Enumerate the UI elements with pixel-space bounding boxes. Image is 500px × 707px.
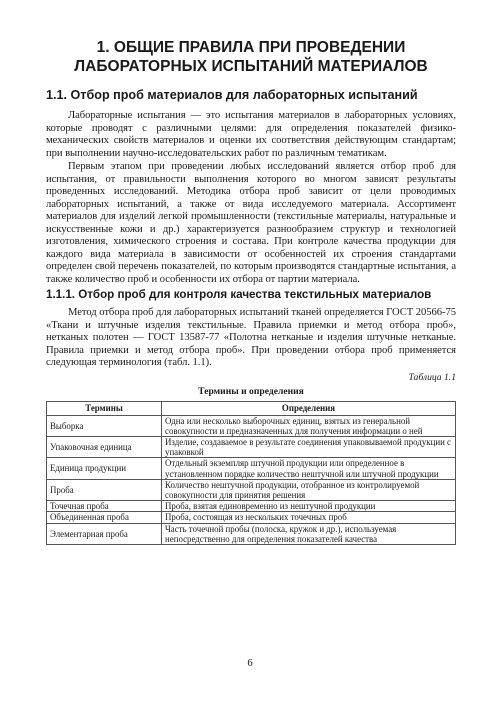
subsection-title: 1.1.1. Отбор проб для контроля качества текстильных материалов	[46, 288, 432, 301]
terms-table	[46, 401, 456, 545]
table-row	[47, 523, 456, 544]
term-cell: Проба	[47, 479, 162, 500]
table-row	[47, 415, 456, 436]
table-header-row	[47, 401, 456, 415]
term-cell: Элементарная проба	[47, 523, 162, 544]
chapter-title-line-2: ЛАБОРАТОРНЫХ ИСПЫТАНИЙ МАТЕРИАЛОВ	[74, 58, 428, 75]
definition-cell: Часть точечной пробы (полоска, кружок и др.), используемая непосредственно для определения показателей качества	[162, 523, 456, 544]
definition-cell: Одна или несколько выборочных единиц, взятых из генеральной совокупности и предназначенных для получения информации о ней	[162, 415, 456, 436]
term-cell: Объединенная проба	[47, 512, 162, 523]
definition-cell: Проба, взятая единовременно из нештучной продукции	[162, 501, 456, 512]
table-row	[47, 458, 456, 479]
page-number: 6	[247, 658, 253, 669]
section-title: 1.1. Отбор проб материалов для лабораторных испытаний	[46, 88, 418, 102]
chapter-title-line-1: 1. ОБЩИЕ ПРАВИЛА ПРИ ПРОВЕДЕНИИ	[96, 39, 406, 56]
table-row	[47, 512, 456, 523]
definition-cell: Отдельный экземпляр штучной продукции или определенное в установленном порядке количество нештучной или штучной продукции	[162, 458, 456, 479]
section-paragraph-1: Лабораторные испытания — это испытания материалов в лабораторных условиях, которые проводят с различными целями: для определения показателей физико-механических свойств материалов и оценки их соответствия действующим стандартам; при выполнении научно-исследовательских работ по различным тематикам.	[46, 110, 456, 159]
section-paragraph-2: Первым этапом при проведении любых исследований является отбор проб для испытания, от правильности выполнения которого во многом зависят результаты проведенных исследований. Методика отбора проб зависит от цели проводимых лабораторных испытаний, а также от вида исследуемого материала. Ассортимент материалов для изделий легкой промышленности (текстильные материалы, натуральные и искусственные кожи и др.) характеризуется разнообразием структур и технологией изготовления, химического строения и состава. При контроле качества продукции для каждого вида материала в зависимости от особенностей их строения стандартами определен свой перечень показателей, по которым производятся стандартные испытания, а также количество проб и особенности их отбора от партии материала.	[46, 161, 456, 285]
chapter-title	[46, 38, 456, 76]
header-terms: Термины	[47, 401, 162, 415]
term-cell: Упаковочная единица	[47, 436, 162, 457]
term-cell: Единица продукции	[47, 458, 162, 479]
table-label: Таблица 1.1	[408, 371, 456, 383]
table-row	[47, 436, 456, 457]
header-definitions: Определения	[162, 401, 456, 415]
table-row	[47, 479, 456, 500]
definition-cell: Изделие, создаваемое в результате соединения упаковываемой продукции с упаковкой	[162, 436, 456, 457]
definition-cell: Проба, состоящая из нескольких точечных проб	[162, 512, 456, 523]
subsection-paragraph: Метод отбора проб для лабораторных испытаний тканей определяется ГОСТ 20566-75 «Ткани и штучные изделия текстильные. Правила приемки и метод отбора проб», нетканых полотен — ГОСТ 13587-77 «Полотна нетканые и изделия штучные нетканые. Правила приемки и метод отбора проб». При проведении отбора проб применяется следующая терминология (табл. 1.1).	[46, 307, 456, 368]
table-title: Термины и определения	[198, 385, 304, 397]
term-cell: Выборка	[47, 415, 162, 436]
term-cell: Точечная проба	[47, 501, 162, 512]
table-row	[47, 501, 456, 512]
definition-cell: Количество нештучной продукции, отобранное из контролируемой совокупности для принятия решения	[162, 479, 456, 500]
